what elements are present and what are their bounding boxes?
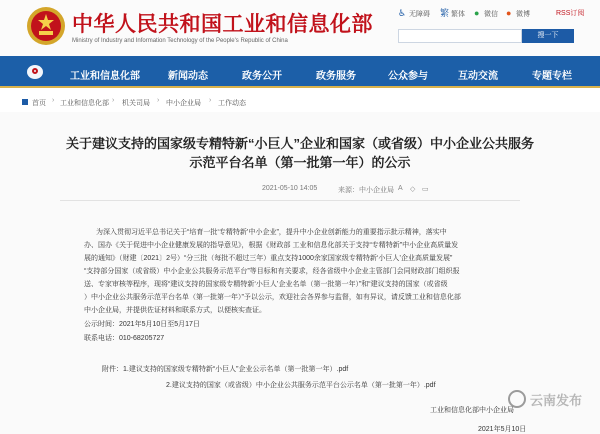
nav-item-government-affairs[interactable]: 政务公开 [242,71,282,82]
breadcrumb-item-departments[interactable]: 机关司局 [122,100,150,107]
breadcrumb-item-home[interactable]: 首页 [32,100,46,107]
breadcrumb-separator-icon: › [209,97,212,104]
body-paragraph-line: 展的通知》（财建〔2021〕2号）“分三批（每批不超过三年）重点支持1000余家国家级专精特新‘小巨人’企业高质量发展” [84,255,453,262]
divider [60,200,520,201]
site-subtitle: Ministry of Industry and Information Technology of the People's Republic of China [72,38,288,44]
breadcrumb-item-work-updates[interactable]: 工作动态 [218,100,246,107]
national-emblem-icon [26,6,66,46]
watermark-logo-icon [508,390,526,408]
article-title: 关于建议支持的国家级专精特新“小巨人”企业和国家（或省级）中小企业公共服务 [65,136,534,151]
accessibility-icon[interactable]: ♿ [398,8,407,18]
print-icon[interactable]: ▭ [422,186,429,193]
breadcrumb-separator-icon: › [112,97,115,104]
breadcrumb-item-sme-bureau[interactable]: 中小企业局 [166,100,201,107]
traditional-chinese-link[interactable]: 繁体 [451,11,465,18]
publicity-period: 公示时间：2021年5月10日至5月17日 [84,321,200,328]
article-source: 来源：中小企业局 [338,187,394,194]
font-size-icon[interactable]: A [398,185,403,192]
wechat-icon[interactable]: ● [474,8,480,18]
traditional-chinese-icon[interactable]: 繁 [440,8,450,18]
attachment-link-2[interactable]: 2.建议支持的国家（或省级）中小企业公共服务示范平台公示名单（第一批第一年）.pdf [166,382,436,389]
weibo-link[interactable]: 微博 [516,11,530,18]
breadcrumb-home-icon [22,99,28,105]
attachment-link-1[interactable]: 附件：1.建议支持的国家级专精特新“小巨人”企业公示名单（第一批第一年）.pdf [102,366,349,373]
watermark-text: 云南发布 [530,393,583,408]
breadcrumb-item-ministry[interactable]: 工业和信息化部 [60,100,109,107]
body-paragraph-line: 送、专家审核等程序，现将“建议支持的国家级专精特新‘小巨人’企业名单（第一批第一年）”和“建议支持的国家（或省级 [84,281,448,288]
body-paragraph-line: 办、国办《关于促进中小企业健康发展的指导意见》，根据《财政部 工业和信息化部关于支持“专精特新”中小企业高质量发 [84,242,459,249]
article-title-line-2: 示范平台名单（第一批第一年）的公示 [189,155,411,170]
nav-item-interaction[interactable]: 互动交流 [458,71,498,82]
signing-date: 2021年5月10日 [478,426,527,433]
search-input[interactable] [398,29,522,43]
nav-item-ministry[interactable]: 工业和信息化部 [70,71,140,82]
breadcrumb-separator-icon: › [52,97,55,104]
publish-date: 2021-05-10 14:05 [262,185,318,192]
nav-item-public-participation[interactable]: 公众参与 [388,71,428,82]
home-icon[interactable] [27,65,43,79]
body-paragraph-line: 中小企业局，并提供佐证材料和联系方式，以便核实查证。 [84,307,266,314]
rss-link[interactable]: RSS订阅 [556,10,585,17]
nav-item-special-topics[interactable]: 专题专栏 [532,71,572,82]
weibo-icon[interactable]: ● [506,8,512,18]
signing-organization: 工业和信息化部中小企业局 [430,407,514,414]
wechat-link[interactable]: 微信 [484,11,498,18]
body-paragraph-line: “支持部分国家（或省级）中小企业公共服务示范平台”等目标和有关要求，经各省级中小企业主管部门会同财政部门组织报 [84,268,460,275]
body-paragraph-line: ）中小企业公共服务示范平台名单（第一批第一年）”予以公示，欢迎社会各界参与监督，如有异议，请反馈工业和信息化部 [84,294,461,301]
body-paragraph-line: 为深入贯彻习近平总书记关于“培育一批‘专精特新’中小企业”，提升中小企业创新能力的重要指示批示精神，落实中 [96,229,447,236]
nav-item-news[interactable]: 新闻动态 [168,71,208,82]
search-button[interactable]: 搜一下 [522,29,574,43]
site-title: 中华人民共和国工业和信息化部 [72,11,373,36]
nav-item-government-services[interactable]: 政务服务 [316,71,356,82]
breadcrumb-separator-icon: › [157,97,160,104]
share-icon[interactable]: ◇ [410,186,416,193]
contact-phone: 联系电话：010-68205727 [84,335,165,342]
accessibility-link[interactable]: 无障碍 [409,11,430,18]
